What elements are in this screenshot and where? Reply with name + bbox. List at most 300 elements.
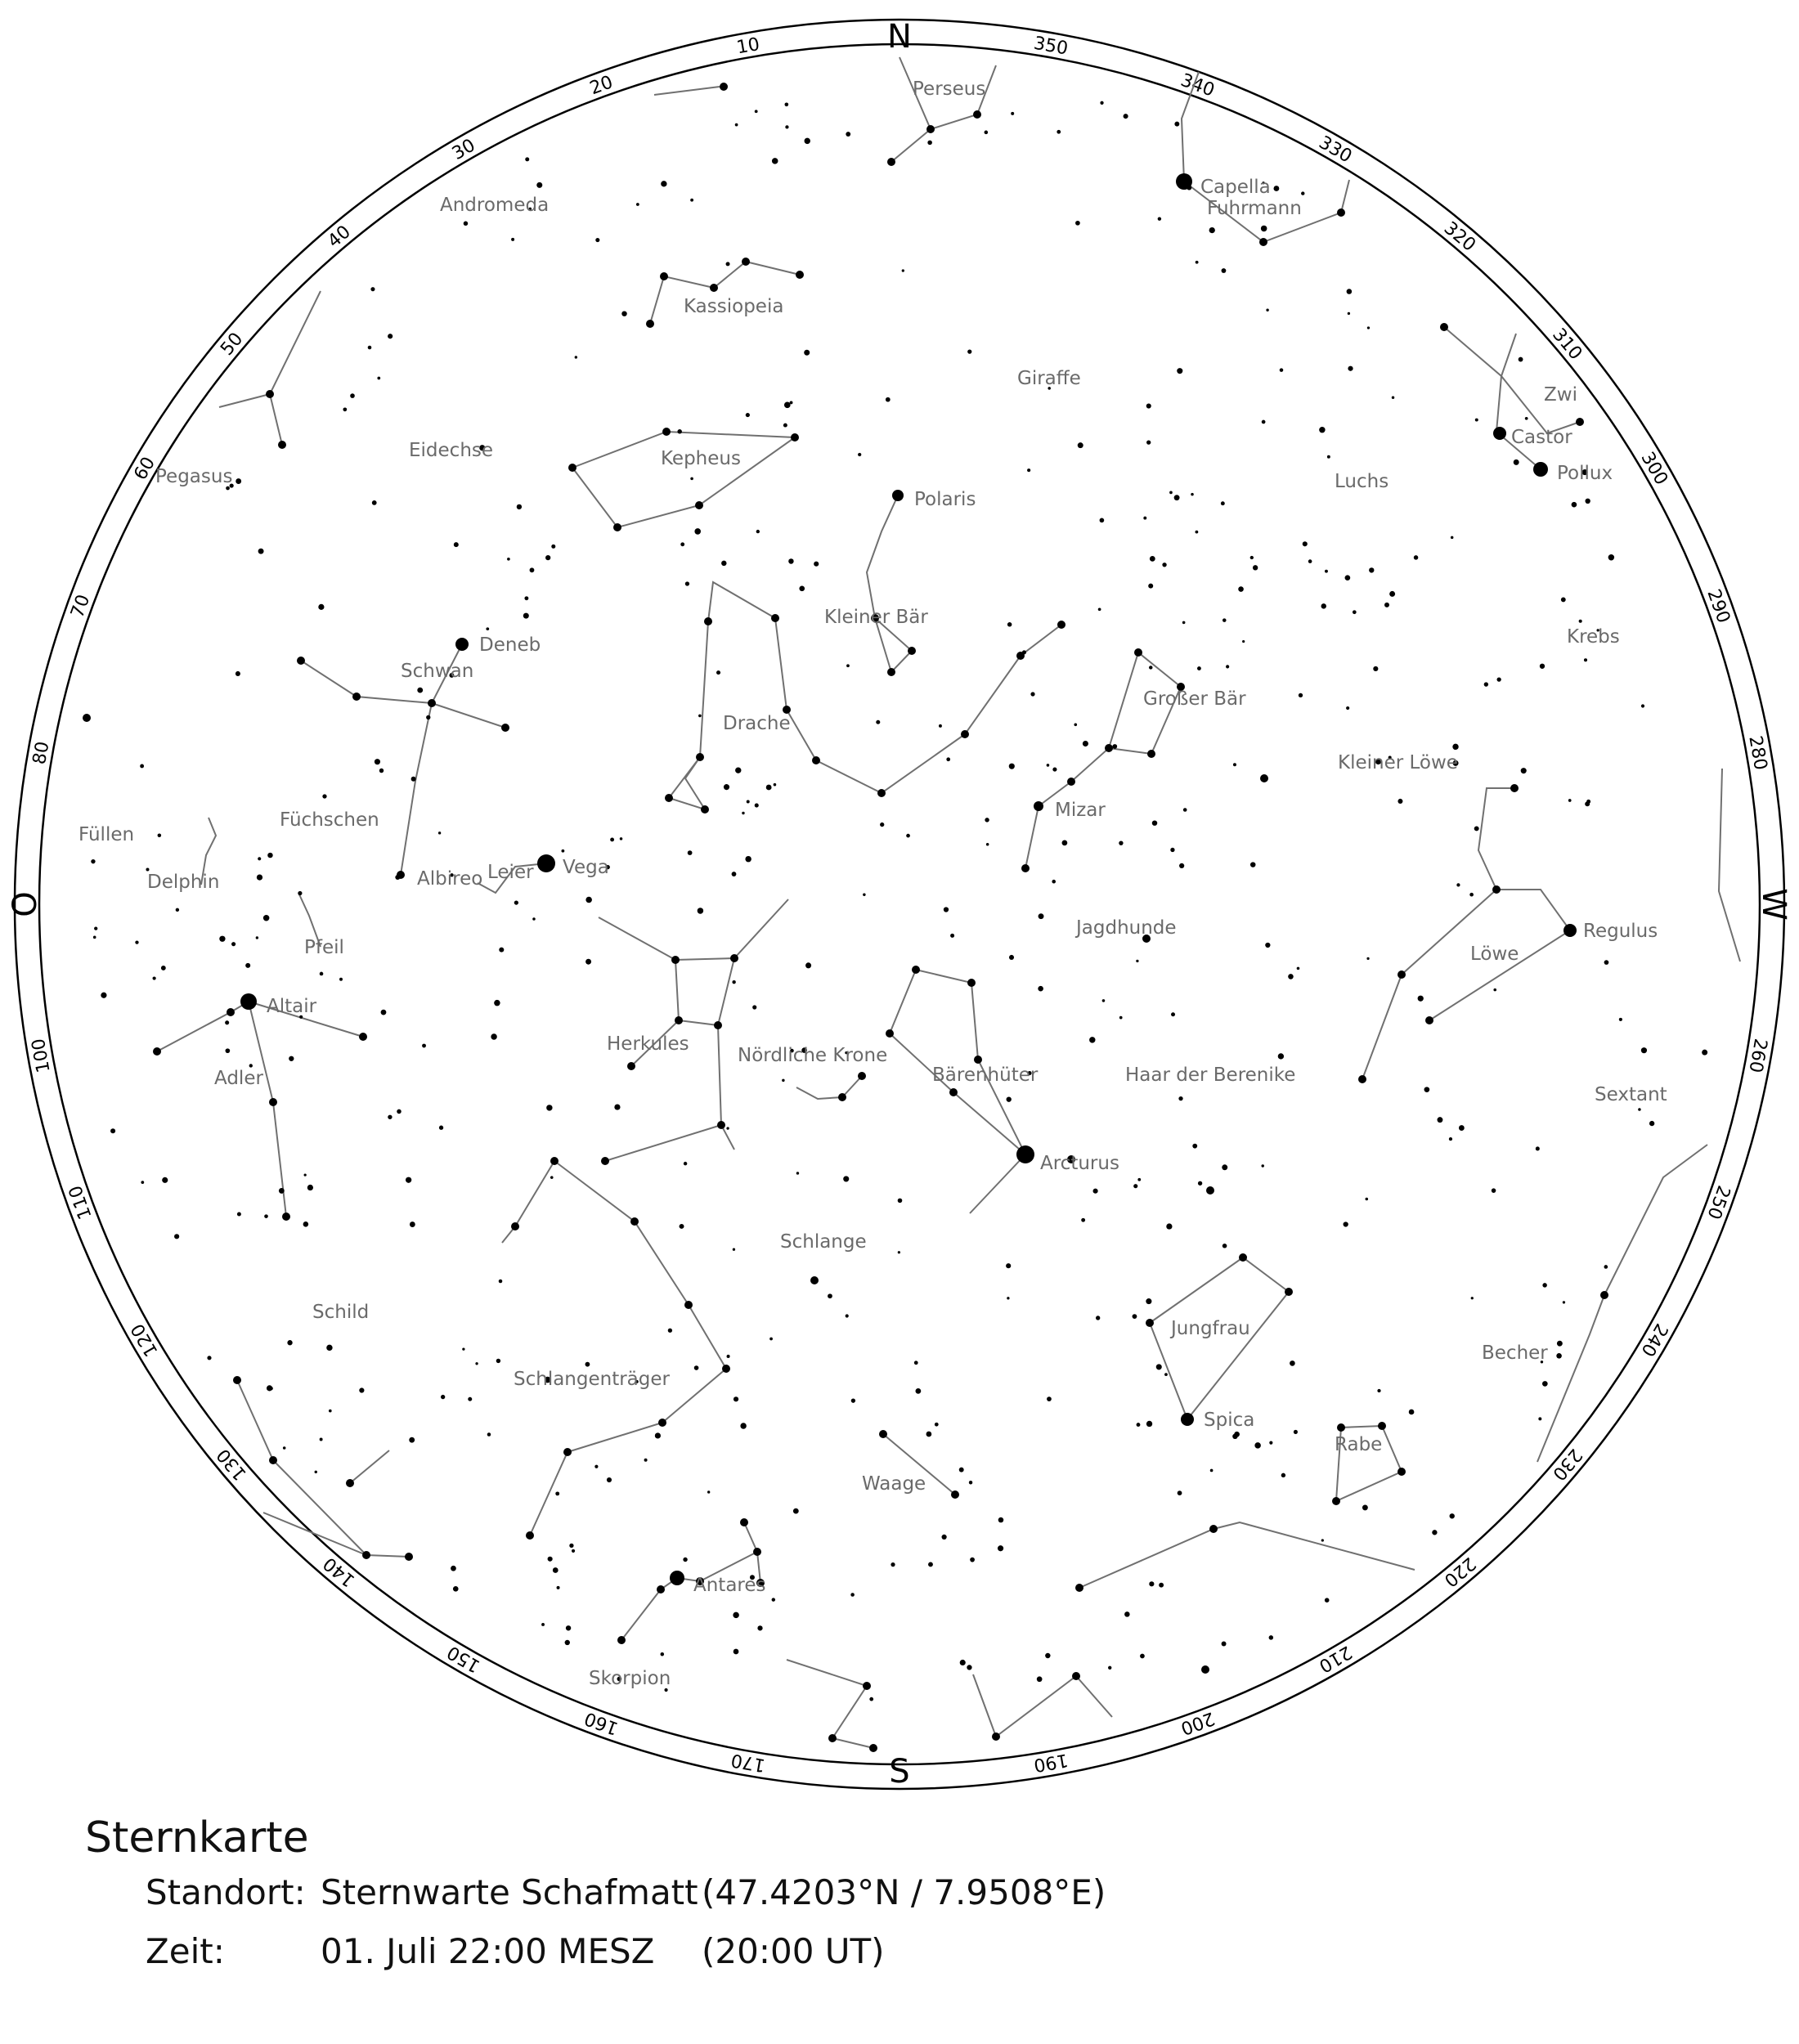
faint-star <box>1242 640 1245 643</box>
faint-star <box>375 759 380 764</box>
faint-star <box>1561 598 1566 603</box>
line-adler-2 <box>249 1002 286 1217</box>
faint-star <box>734 1396 738 1401</box>
azimuth-tick-label: 330 <box>1315 132 1356 168</box>
faint-star <box>1233 763 1236 766</box>
faint-star <box>1158 217 1161 220</box>
label-sextant: Sextant <box>1595 1084 1667 1105</box>
faint-star <box>110 1128 115 1133</box>
faint-star <box>225 1020 229 1024</box>
faint-star <box>397 1109 402 1114</box>
faint-star <box>1192 1144 1197 1149</box>
faint-star <box>1149 1581 1154 1586</box>
label-schlange: Schlange <box>780 1231 867 1253</box>
faint-star <box>1449 1137 1452 1141</box>
azimuth-tick-label: 100 <box>28 1037 55 1074</box>
faint-star <box>805 138 810 144</box>
star <box>1600 1291 1608 1299</box>
star <box>671 956 680 964</box>
faint-star <box>1619 1018 1622 1021</box>
faint-star <box>1191 493 1194 496</box>
line-hydra <box>1079 1522 1415 1588</box>
star-antares <box>670 1571 684 1585</box>
faint-star <box>541 1623 545 1626</box>
star <box>153 1047 161 1056</box>
faint-star <box>1162 563 1166 567</box>
faint-star <box>236 671 240 676</box>
faint-star <box>1459 1125 1465 1131</box>
faint-star <box>1366 957 1369 960</box>
faint-star <box>1392 397 1394 399</box>
faint-star <box>1301 191 1304 195</box>
faint-star <box>94 926 97 930</box>
faint-star <box>162 1177 168 1183</box>
faint-star <box>1057 130 1061 134</box>
faint-star <box>158 833 162 837</box>
faint-star <box>661 1652 665 1656</box>
faint-star <box>1038 986 1043 992</box>
faint-star <box>339 978 343 981</box>
faint-star <box>329 1410 332 1413</box>
faint-star <box>304 1173 307 1176</box>
constellation-labels <box>79 78 1667 1689</box>
star <box>1378 1422 1386 1430</box>
azimuth-tick-label: 200 <box>1178 1707 1218 1739</box>
faint-star <box>475 1362 478 1365</box>
faint-star <box>614 1104 620 1109</box>
star <box>1239 1253 1247 1262</box>
faint-star <box>636 203 639 206</box>
faint-star <box>1347 289 1353 294</box>
star <box>362 1551 370 1559</box>
faint-star <box>1093 1189 1098 1194</box>
faint-star <box>732 872 737 876</box>
faint-star <box>1294 1430 1298 1434</box>
faint-star <box>1303 541 1308 546</box>
line-perseus-2 <box>891 129 931 162</box>
label-star-pollux: Pollux <box>1557 463 1613 484</box>
faint-star <box>1608 554 1614 560</box>
star <box>753 1548 761 1556</box>
star <box>951 1490 959 1499</box>
faint-star <box>1174 495 1180 500</box>
faint-star <box>1572 502 1577 508</box>
faint-star <box>688 850 693 855</box>
faint-star <box>1297 967 1300 970</box>
faint-star <box>499 1280 503 1284</box>
faint-star <box>1149 666 1152 669</box>
faint-star <box>1299 693 1303 697</box>
faint-star <box>1261 1164 1263 1167</box>
stars <box>83 83 1707 1752</box>
star <box>297 657 305 665</box>
faint-star <box>959 1468 964 1472</box>
faint-star <box>453 1586 459 1592</box>
azimuth-tick-label: 10 <box>735 34 761 59</box>
star <box>992 1732 1000 1741</box>
faint-star <box>566 1625 571 1630</box>
star <box>887 668 895 676</box>
star <box>563 1448 572 1456</box>
faint-star <box>1209 227 1215 233</box>
faint-star <box>793 1508 799 1514</box>
faint-star <box>828 1293 832 1298</box>
faint-star <box>135 940 138 944</box>
azimuth-tick-label: 60 <box>130 453 160 484</box>
faint-star <box>523 613 529 619</box>
faint-star <box>716 670 720 675</box>
star <box>717 1121 725 1129</box>
faint-star <box>766 785 772 791</box>
faint-star <box>935 1423 939 1427</box>
star <box>730 954 738 962</box>
azimuth-tick-label: 80 <box>29 740 54 766</box>
star <box>266 390 274 398</box>
faint-star <box>683 1558 687 1562</box>
faint-star <box>784 402 791 409</box>
faint-star <box>1325 570 1328 573</box>
faint-star <box>1369 567 1374 572</box>
faint-star <box>752 1005 756 1009</box>
faint-star <box>1169 491 1173 495</box>
faint-star <box>1492 1188 1496 1193</box>
azimuth-tick-label: 350 <box>1032 33 1070 60</box>
faint-star <box>417 688 423 693</box>
label-giraffe: Giraffe <box>1017 368 1081 389</box>
faint-star <box>1493 988 1496 992</box>
faint-star <box>372 500 377 505</box>
faint-star <box>585 897 592 903</box>
faint-star <box>381 1010 387 1015</box>
star <box>742 258 750 266</box>
faint-star <box>1579 620 1582 623</box>
faint-star <box>863 894 865 896</box>
star-arcturus <box>1016 1145 1034 1163</box>
faint-star <box>746 413 750 417</box>
azimuth-tick-label: 40 <box>324 222 355 253</box>
star <box>714 1021 722 1029</box>
star <box>908 647 916 655</box>
star <box>887 158 895 166</box>
faint-star <box>726 1127 729 1129</box>
star-polaris <box>892 490 904 501</box>
faint-star <box>1641 1047 1647 1053</box>
star <box>1067 778 1075 786</box>
azimuth-tick-label: 220 <box>1439 1553 1480 1591</box>
faint-star <box>1250 556 1254 559</box>
faint-star <box>1022 650 1026 654</box>
faint-star <box>1538 1417 1541 1420</box>
azimuth-tick-labels <box>29 34 1771 1776</box>
faint-star <box>256 936 258 939</box>
faint-star <box>546 1105 552 1110</box>
faint-star <box>267 1385 272 1391</box>
faint-star <box>726 262 730 266</box>
faint-star <box>1146 1298 1151 1304</box>
label-leier: Leier <box>487 862 534 883</box>
label-herkules: Herkules <box>607 1033 689 1055</box>
faint-star <box>814 562 819 567</box>
star <box>1337 1423 1345 1432</box>
faint-star <box>1052 880 1056 884</box>
faint-star <box>1414 555 1419 560</box>
faint-star <box>880 823 884 827</box>
faint-star <box>1009 955 1014 960</box>
faint-star <box>569 1544 573 1548</box>
faint-star <box>1649 1121 1654 1126</box>
faint-star <box>1007 1096 1012 1101</box>
azimuth-tick-label: 240 <box>1636 1320 1672 1360</box>
faint-star <box>1112 744 1117 749</box>
faint-star <box>876 720 880 724</box>
star-regulus <box>1563 924 1577 937</box>
faint-star <box>553 1567 559 1573</box>
faint-star <box>1009 764 1015 769</box>
faint-star <box>1234 1432 1240 1437</box>
faint-star <box>1456 883 1460 886</box>
label-jungfrau: Jungfrau <box>1171 1318 1250 1339</box>
faint-star <box>846 132 850 137</box>
faint-star <box>1519 357 1523 362</box>
faint-star <box>757 1625 762 1630</box>
faint-star <box>1438 1117 1443 1123</box>
faint-star <box>1108 1666 1111 1670</box>
faint-star <box>1081 1218 1085 1222</box>
faint-star <box>755 110 758 113</box>
faint-star <box>249 1064 253 1067</box>
faint-star <box>734 1649 739 1655</box>
faint-star <box>985 818 989 822</box>
faint-star <box>1183 808 1187 812</box>
line-kleinerbaer <box>867 495 912 672</box>
faint-star <box>733 1612 738 1618</box>
faint-star <box>1384 603 1389 607</box>
faint-star <box>1281 1473 1285 1477</box>
faint-star <box>1250 862 1255 867</box>
faint-star <box>1586 800 1590 804</box>
faint-star <box>1409 1410 1415 1415</box>
faint-star <box>742 812 744 814</box>
faint-star <box>969 1481 972 1484</box>
faint-star <box>496 1359 500 1363</box>
line-southeast-2 <box>350 1450 389 1483</box>
faint-star <box>732 980 735 984</box>
faint-star <box>237 1212 241 1216</box>
faint-star <box>707 1490 710 1493</box>
star <box>701 805 709 814</box>
faint-star <box>1290 1360 1295 1366</box>
star <box>269 1456 277 1464</box>
faint-star <box>1261 226 1267 232</box>
faint-star <box>898 1199 903 1204</box>
faint-star <box>1269 1441 1272 1445</box>
star <box>352 693 361 701</box>
faint-star <box>1047 1396 1052 1401</box>
azimuth-tick-label: 170 <box>729 1749 767 1776</box>
faint-star <box>426 715 430 719</box>
faint-star <box>1265 943 1270 948</box>
azimuth-tick-label: 300 <box>1636 448 1672 489</box>
azimuth-tick-label: 130 <box>213 1444 251 1485</box>
star <box>1492 885 1501 894</box>
azimuth-tick-label: 260 <box>1744 1037 1771 1074</box>
faint-star <box>298 891 302 895</box>
star <box>926 125 935 133</box>
label-adler: Adler <box>214 1068 263 1089</box>
star <box>974 1056 982 1064</box>
faint-star <box>1346 706 1349 710</box>
faint-star <box>1377 1389 1380 1392</box>
faint-star <box>967 350 971 354</box>
faint-star <box>161 966 166 970</box>
faint-star <box>464 222 469 226</box>
line-schlangentraeger-2 <box>530 1161 726 1535</box>
line-south-2 <box>973 1674 1112 1737</box>
faint-star <box>410 1221 415 1227</box>
faint-star <box>1450 1513 1455 1518</box>
faint-star <box>462 1348 464 1351</box>
label-fuhrmann: Fuhrmann <box>1207 198 1302 219</box>
star <box>912 966 920 974</box>
faint-star <box>1223 618 1227 622</box>
faint-star <box>685 581 689 585</box>
star <box>1337 208 1345 217</box>
location-label: Standort: <box>146 1872 306 1912</box>
faint-star <box>782 1079 784 1082</box>
faint-star <box>93 936 96 939</box>
compass-south: S <box>889 1753 910 1791</box>
faint-star <box>548 1557 553 1562</box>
faint-star <box>1164 1373 1168 1376</box>
faint-star <box>783 424 787 428</box>
faint-star <box>788 558 793 563</box>
faint-star <box>1047 764 1050 767</box>
faint-star <box>264 1214 268 1218</box>
azimuth-tick-label: 190 <box>1032 1749 1070 1776</box>
star <box>771 614 779 622</box>
azimuth-tick-label: 160 <box>581 1707 621 1739</box>
faint-star <box>733 1248 735 1251</box>
time-value: 01. Juli 22:00 MESZ <box>321 1931 655 1971</box>
faint-star <box>755 803 759 807</box>
star <box>630 1217 639 1226</box>
faint-star <box>486 627 489 630</box>
faint-star <box>1146 440 1151 444</box>
faint-star <box>1140 1654 1145 1659</box>
star <box>838 1093 846 1101</box>
faint-star <box>1266 309 1268 312</box>
faint-star <box>1100 518 1105 523</box>
faint-star <box>1432 1530 1437 1535</box>
faint-star <box>690 199 693 202</box>
faint-star <box>1604 960 1609 965</box>
faint-star <box>1198 1181 1202 1186</box>
star-mizar <box>1034 801 1043 811</box>
star <box>617 1636 626 1644</box>
faint-star <box>388 334 393 338</box>
faint-star <box>530 567 535 572</box>
star <box>1397 970 1406 979</box>
star <box>1576 418 1584 426</box>
line-pegasus-2 <box>219 394 270 407</box>
faint-star <box>928 1562 933 1567</box>
label-star-arcturus: Arcturus <box>1040 1153 1119 1174</box>
faint-star <box>491 1033 496 1039</box>
faint-star <box>545 555 550 560</box>
star <box>869 1744 877 1752</box>
faint-star <box>850 1593 855 1597</box>
faint-star <box>1148 584 1153 589</box>
faint-star <box>318 604 324 610</box>
label-perseus: Perseus <box>913 78 986 100</box>
line-herkules <box>599 899 788 960</box>
faint-star <box>1288 974 1294 979</box>
faint-star <box>804 350 810 356</box>
faint-star <box>1007 622 1012 626</box>
faint-star <box>1321 1539 1324 1541</box>
faint-star <box>1159 1583 1164 1588</box>
faint-star <box>858 453 861 456</box>
faint-star <box>1418 996 1424 1002</box>
compass-north: N <box>887 18 912 56</box>
star <box>1425 1016 1433 1024</box>
faint-star <box>279 1188 285 1194</box>
star <box>684 1301 693 1309</box>
line-skorpion <box>621 1552 760 1640</box>
azimuth-tick-label: 320 <box>1439 217 1480 256</box>
faint-star <box>799 585 805 591</box>
faint-star <box>1039 913 1044 919</box>
label-star-deneb: Deneb <box>479 634 541 656</box>
faint-star <box>869 1697 873 1701</box>
star <box>1397 1468 1406 1476</box>
label-krebs: Krebs <box>1567 626 1620 648</box>
faint-star <box>694 528 701 535</box>
faint-star <box>1052 768 1057 772</box>
line-becher <box>1604 1145 1707 1295</box>
faint-star <box>514 900 518 904</box>
faint-star <box>1536 1146 1540 1150</box>
faint-star <box>914 1360 918 1365</box>
faint-star <box>1011 112 1014 115</box>
faint-star <box>944 907 949 912</box>
star <box>1285 1288 1293 1296</box>
faint-star <box>970 1558 975 1562</box>
faint-star <box>698 715 702 718</box>
faint-star <box>1143 517 1146 520</box>
azimuth-tick-label: 70 <box>67 592 95 621</box>
line-krone <box>796 1076 862 1099</box>
faint-star <box>585 1362 590 1367</box>
faint-star <box>359 1387 364 1392</box>
faint-star <box>438 831 441 834</box>
azimuth-tick-label: 230 <box>1548 1444 1586 1485</box>
faint-star <box>906 834 910 838</box>
faint-star <box>960 1660 966 1665</box>
star <box>1105 744 1113 752</box>
faint-star <box>507 558 510 561</box>
faint-star <box>1182 621 1186 625</box>
faint-star <box>1177 368 1182 374</box>
faint-star <box>1280 368 1284 372</box>
faint-star <box>690 477 693 481</box>
azimuth-tick-label: 280 <box>1744 734 1771 772</box>
faint-star <box>1222 268 1227 273</box>
faint-star <box>610 838 614 842</box>
star <box>282 1213 290 1221</box>
faint-star <box>1179 863 1184 868</box>
line-skorpion-2 <box>744 1522 757 1552</box>
